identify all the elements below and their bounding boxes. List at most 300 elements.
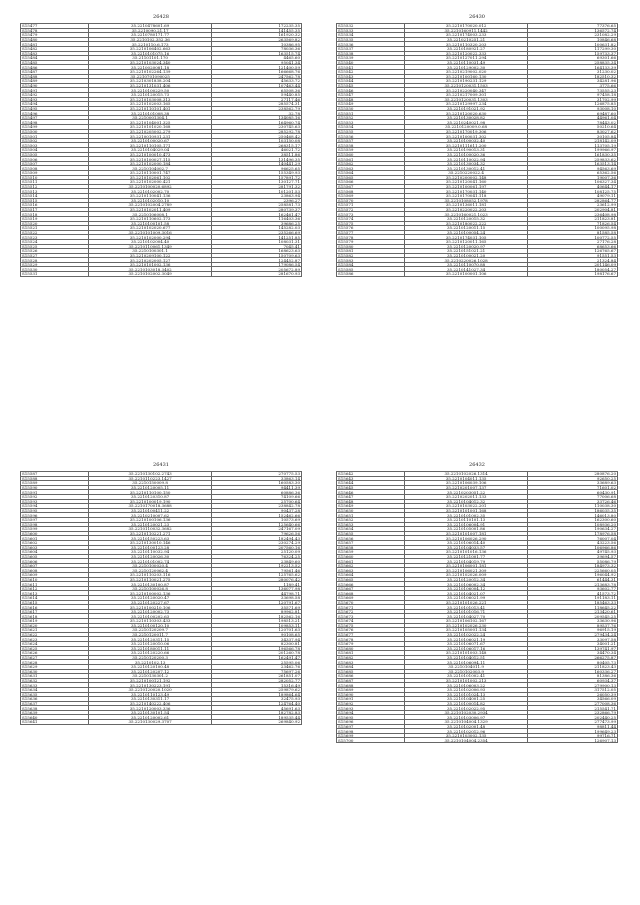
row-id-cell: S15662 xyxy=(337,563,405,568)
row-value-cell: 94563.69 xyxy=(527,166,617,171)
row-code-cell: 35.2210202005.127 xyxy=(89,258,212,263)
row-code-cell: 35.2210180921.27 xyxy=(405,46,528,51)
row-code-cell: 35.2210120002.73 xyxy=(89,609,212,614)
row-id-cell: S15509 xyxy=(21,171,89,176)
row-value-cell: 182510.32 xyxy=(527,74,617,79)
row-code-cell: 35.2210104001.325 xyxy=(89,120,212,125)
row-id-cell: S15547 xyxy=(337,92,405,97)
row-code-cell: 35.2210101008.38 xyxy=(89,111,212,116)
row-id-cell: S15588 xyxy=(21,476,89,481)
row-value-cell: 281791.32 xyxy=(211,184,301,189)
row-code-cell: 35.2210104012.51 xyxy=(405,655,528,660)
row-value-cell: 41573.72 xyxy=(527,591,617,596)
row-code-cell: 35.2210102000.294 xyxy=(89,235,212,240)
row-code-cell: 35.2210110.6.173 xyxy=(89,42,212,47)
row-value-cell: 247562.78 xyxy=(211,74,301,79)
row-id-cell: S15687 xyxy=(337,678,405,683)
row-code-cell: 35.2210104019.79 xyxy=(405,559,528,564)
row-id-cell: S15549 xyxy=(337,102,405,107)
row-id-cell: S15583 xyxy=(337,258,405,263)
row-code-cell: 35.2210160021.1023 xyxy=(405,212,528,217)
table-row xyxy=(21,720,302,725)
row-id-cell: S15538 xyxy=(337,51,405,56)
row-code-cell: 35.2210104027.70 xyxy=(405,614,528,619)
row-id-cell: S15611 xyxy=(21,582,89,587)
row-value-cell: 100631.82 xyxy=(527,42,617,47)
row-code-cell: 35.2210102001.48 xyxy=(405,724,528,729)
row-code-cell: 35.2210301838.204 xyxy=(89,79,212,84)
row-value-cell: 117299.30 xyxy=(527,46,617,51)
row-value-cell: 3775.66 xyxy=(527,83,617,88)
row-value-cell: 31702.99 xyxy=(527,97,617,102)
row-id-cell: S15556 xyxy=(337,134,405,139)
row-code-cell: 35.2210110001.747 xyxy=(89,171,212,176)
row-id-cell: S15530 xyxy=(21,267,89,272)
row-value-cell: 225660.05 xyxy=(527,568,617,573)
row-value-cell: 218142.09 xyxy=(527,138,617,143)
row-code-cell: 35.2210104033.57 xyxy=(405,545,528,550)
row-id-cell: S15593 xyxy=(21,499,89,504)
row-value-cell: 166668.76 xyxy=(211,69,301,74)
row-code-cell: 35.2210106102.167 xyxy=(405,619,528,624)
row-value-cell: 19007.36 xyxy=(527,175,617,180)
row-code-cell: 35.2210131031.406 xyxy=(89,83,212,88)
row-id-cell: S15481 xyxy=(21,42,89,47)
row-id-cell: S15576 xyxy=(337,226,405,231)
row-id-cell: S15606 xyxy=(21,559,89,564)
row-id-cell: S15561 xyxy=(337,157,405,162)
row-value-cell: 182494.43 xyxy=(211,536,301,541)
row-value-cell: 126875.85 xyxy=(527,102,617,107)
row-code-cell: 35.2210110303.433 xyxy=(89,619,212,624)
row-value-cell: 89537.76 xyxy=(527,623,617,628)
row-code-cell: 35.2210100120.10 xyxy=(89,623,212,628)
row-code-cell: 35.2210220022.203 xyxy=(405,207,528,212)
row-code-cell: 35.2210100101.58 xyxy=(89,221,212,226)
row-code-cell: 35.2210209100.122 xyxy=(89,253,212,258)
row-code-cell: 35.2210102004.40 xyxy=(89,239,212,244)
row-id-cell: S15680 xyxy=(337,646,405,651)
row-value-cell: 152462.66 xyxy=(211,513,301,518)
row-code-cell: 35.2210102010.10 xyxy=(89,198,212,203)
row-id-cell: S15649 xyxy=(337,504,405,509)
row-code-cell: 35.2210120020.97 xyxy=(405,244,528,249)
table-row xyxy=(337,272,618,277)
row-code-cell: 35.2210140222.406 xyxy=(89,701,212,706)
row-value-cell: 121400.59 xyxy=(211,65,301,70)
row-code-cell: 35.2210120020.1020 xyxy=(89,687,212,692)
row-code-cell: 35.2210103024.340 xyxy=(89,60,212,65)
row-code-cell: 35.2210100301.1 xyxy=(89,249,212,254)
row-code-cell: 35.2210110032.3682 xyxy=(89,527,212,532)
row-value-cell: 108125.75 xyxy=(527,189,617,194)
row-id-cell: S15648 xyxy=(337,499,405,504)
sheet-title: 26428 xyxy=(153,14,169,20)
data-table xyxy=(20,23,302,277)
row-id-cell: S15548 xyxy=(337,97,405,102)
row-id-cell: S15671 xyxy=(337,605,405,610)
row-code-cell: 35.2210136011.181 xyxy=(405,203,528,208)
row-id-cell: S15578 xyxy=(337,235,405,240)
row-value-cell: 33689.63 xyxy=(527,481,617,486)
row-code-cell: 35.2210120041.160 xyxy=(405,180,528,185)
row-id-cell: S15554 xyxy=(337,125,405,130)
row-id-cell: S15597 xyxy=(21,517,89,522)
row-id-cell: S15645 xyxy=(337,485,405,490)
row-value-cell: 172235.35 xyxy=(211,24,301,29)
row-id-cell: S15519 xyxy=(21,216,89,221)
row-id-cell: S15575 xyxy=(337,221,405,226)
row-value-cell: 44961.04 xyxy=(527,115,617,120)
row-code-cell: 35.2210191021.92 xyxy=(405,106,528,111)
row-id-cell: S15483 xyxy=(21,51,89,56)
row-code-cell: 35.2210110070.88 xyxy=(405,262,528,267)
row-id-cell: S15640 xyxy=(21,715,89,720)
row-code-cell: 35.2210110061.1349 xyxy=(89,244,212,249)
row-code-cell: 35.2210102022.24 xyxy=(405,632,528,637)
row-id-cell: S15493 xyxy=(21,97,89,102)
row-id-cell: S15567 xyxy=(337,184,405,189)
row-id-cell: S15522 xyxy=(21,230,89,235)
row-value-cell: 33698.58 xyxy=(211,596,301,601)
row-value-cell: 199966.97 xyxy=(527,148,617,153)
row-id-cell: S15616 xyxy=(21,605,89,610)
row-value-cell: 279900.13 xyxy=(527,683,617,688)
row-code-cell: 35.2210210007.62 xyxy=(89,513,212,518)
row-code-cell: 35.2210120209.7 xyxy=(89,628,212,633)
row-value-cell: 139741.97 xyxy=(527,646,617,651)
row-value-cell: 141455.35 xyxy=(211,28,301,33)
row-code-cell: 35.2210150223.63 xyxy=(89,536,212,541)
row-code-cell: 35.2210478601.69 xyxy=(89,24,212,29)
row-value-cell: 95041.34 xyxy=(211,60,301,65)
data-table xyxy=(336,23,618,277)
row-id-cell: S15537 xyxy=(337,46,405,51)
row-code-cell: 35.2210120310.87 xyxy=(89,494,212,499)
row-value-cell: 130127.71 xyxy=(211,180,301,185)
row-id-cell: S15604 xyxy=(21,550,89,555)
row-code-cell: 35.2210220040.347 xyxy=(405,88,528,93)
row-value-cell: 211823.43 xyxy=(527,664,617,669)
row-id-cell: S15514 xyxy=(21,193,89,198)
row-id-cell: S15510 xyxy=(21,175,89,180)
row-id-cell: S15494 xyxy=(21,102,89,107)
row-value-cell: 162461.47 xyxy=(211,212,301,217)
row-id-cell: S15577 xyxy=(337,230,405,235)
row-code-cell: 35.2210120011.165 xyxy=(405,239,528,244)
row-id-cell: S15632 xyxy=(21,678,89,683)
row-value-cell: 113705.19 xyxy=(527,143,617,148)
row-value-cell: 280739.37 xyxy=(211,207,301,212)
row-value-cell: 10386.95 xyxy=(211,42,301,47)
row-code-cell: 35.2210110101.13 xyxy=(405,517,528,522)
row-value-cell: 25595.06 xyxy=(211,660,301,665)
row-code-cell: 35.2210120005.11 xyxy=(89,485,212,490)
row-code-cell: 35.2210130101.54 xyxy=(89,710,212,715)
row-id-cell: S15527 xyxy=(21,253,89,258)
row-code-cell: 35.2210105001.86 xyxy=(405,527,528,532)
row-id-cell: S15572 xyxy=(337,207,405,212)
row-value-cell: 201146.09 xyxy=(527,262,617,267)
row-id-cell: S15495 xyxy=(21,106,89,111)
row-value-cell: 60934.37 xyxy=(527,678,617,683)
row-code-cell: 35.2210110602.173 xyxy=(89,216,212,221)
row-code-cell: 35.2210170020.012 xyxy=(405,24,528,29)
row-code-cell: 35.2210102.352.36 xyxy=(89,37,212,42)
row-code-cell: 35.2210101020.168 xyxy=(89,125,212,130)
row-code-cell: 35.2210108052.1978 xyxy=(405,198,528,203)
row-id-cell: S15521 xyxy=(21,226,89,231)
row-code-cell: 35.2210010931.231 xyxy=(89,134,212,139)
table-row xyxy=(21,272,302,277)
row-id-cell: S15619 xyxy=(21,619,89,624)
row-value-cell: 140441.29 xyxy=(211,161,301,166)
row-value-cell: 179086.54 xyxy=(211,262,301,267)
row-value-cell: 77376.65 xyxy=(527,24,617,29)
row-id-cell: S15695 xyxy=(337,715,405,720)
row-id-cell: S15488 xyxy=(21,74,89,79)
row-id-cell: S15529 xyxy=(21,262,89,267)
row-code-cell: 35.2210100061.197 xyxy=(405,184,528,189)
row-id-cell: S15666 xyxy=(337,582,405,587)
row-id-cell: S15490 xyxy=(21,83,89,88)
row-value-cell: 34566.09 xyxy=(527,697,617,702)
row-code-cell: 35.2210220022.4 xyxy=(405,171,528,176)
row-code-cell: 35.2210102003.9 xyxy=(405,669,528,674)
row-id-cell: S15610 xyxy=(21,577,89,582)
row-value-cell: 77006.68 xyxy=(527,494,617,499)
row-id-cell: S15533 xyxy=(337,28,405,33)
row-id-cell: S15508 xyxy=(21,166,89,171)
row-value-cell: 162491.47 xyxy=(211,655,301,660)
row-id-cell: S15596 xyxy=(21,513,89,518)
row-value-cell: 34281.96 xyxy=(527,79,617,84)
row-id-cell: S15504 xyxy=(21,148,89,153)
row-value-cell: 93008.10 xyxy=(527,106,617,111)
sheet-26431 xyxy=(20,462,302,725)
row-code-cell: 35.2210220026.1028 xyxy=(405,258,528,263)
row-value-cell: 21324.84 xyxy=(527,258,617,263)
row-id-cell: S15677 xyxy=(337,632,405,637)
row-value-cell: 157891.72 xyxy=(211,175,301,180)
row-code-cell: 35.2210100121.192 xyxy=(89,678,212,683)
row-value-cell: 120701.63 xyxy=(211,628,301,633)
row-id-cell: S15582 xyxy=(337,253,405,258)
row-id-cell: S15641 xyxy=(21,720,89,725)
row-value-cell: 44798.71 xyxy=(211,591,301,596)
row-id-cell: S15689 xyxy=(337,687,405,692)
row-code-cell: 35.2210120062.4 xyxy=(89,568,212,573)
row-id-cell: S15587 xyxy=(21,472,89,477)
row-code-cell: 35.2210102264.139 xyxy=(89,69,212,74)
row-value-cell: 124452.87 xyxy=(211,258,301,263)
row-code-cell: 35.2210104011.135 xyxy=(405,476,528,481)
row-value-cell: 247167.09 xyxy=(211,527,301,532)
row-id-cell: S15540 xyxy=(337,60,405,65)
row-value-cell: 60886.36 xyxy=(211,490,301,495)
row-code-cell: 35.2210110021.275 xyxy=(89,577,212,582)
row-value-cell: 31230.02 xyxy=(527,69,617,74)
sheet-title: 26431 xyxy=(153,462,169,468)
row-code-cell: 35.2210120031.1303 xyxy=(405,97,528,102)
row-code-cell: 35.2210101024.13 xyxy=(405,692,528,697)
row-id-cell: S15674 xyxy=(337,619,405,624)
row-id-cell: S15553 xyxy=(337,120,405,125)
row-id-cell: S15492 xyxy=(21,92,89,97)
row-code-cell: 35.2210170041.118 xyxy=(405,193,528,198)
row-id-cell: S15573 xyxy=(337,212,405,217)
row-value-cell: 184973.32 xyxy=(527,563,617,568)
row-value-cell: 136572.74 xyxy=(527,28,617,33)
row-id-cell: S15598 xyxy=(21,522,89,527)
row-code-cell: 35.2210020081.18 xyxy=(89,65,212,70)
row-code-cell: 35.2210104004.2354 xyxy=(405,738,528,743)
row-value-cell: 108936.20 xyxy=(527,522,617,527)
row-value-cell: 27176.28 xyxy=(527,239,617,244)
row-value-cell: 33863.14 xyxy=(211,476,301,481)
row-id-cell: S15675 xyxy=(337,623,405,628)
row-code-cell: 35.2210103006.97 xyxy=(405,715,528,720)
row-id-cell: S15484 xyxy=(21,56,89,61)
row-value-cell: 98811.44 xyxy=(527,724,617,729)
row-id-cell: S15562 xyxy=(337,161,405,166)
row-code-cell: 35.2210160911.1442 xyxy=(405,28,528,33)
row-code-cell: 35.2210170019.306 xyxy=(405,129,528,134)
row-value-cell: 33726.46 xyxy=(527,499,617,504)
row-value-cell: 101201.53 xyxy=(211,189,301,194)
row-code-cell: 35.2210101016.136 xyxy=(405,550,528,555)
row-id-cell: S15585 xyxy=(337,267,405,272)
row-id-cell: S15523 xyxy=(21,235,89,240)
row-id-cell: S15623 xyxy=(21,637,89,642)
row-code-cell: 35.2210100020.67 xyxy=(89,138,212,143)
row-id-cell: S15667 xyxy=(337,586,405,591)
row-value-cell: 190634.27 xyxy=(527,527,617,532)
row-id-cell: S15525 xyxy=(21,244,89,249)
row-id-cell: S15664 xyxy=(337,573,405,578)
row-value-cell: 7045.41 xyxy=(211,244,301,249)
row-code-cell: 35.2210110032.94 xyxy=(89,550,212,555)
row-value-cell: 23462.76 xyxy=(211,664,301,669)
row-code-cell: 35.2210100020.4 xyxy=(89,563,212,568)
row-code-cell: 35.2210210251.21 xyxy=(405,37,528,42)
row-value-cell: 45691.63 xyxy=(211,706,301,711)
row-id-cell: S15581 xyxy=(337,249,405,254)
row-value-cell: 215541.71 xyxy=(527,706,617,711)
row-value-cell: 238842.78 xyxy=(211,504,301,509)
row-value-cell: 205672.89 xyxy=(211,267,301,272)
row-code-cell: 35.2210101002.213 xyxy=(405,678,528,683)
row-id-cell: S15688 xyxy=(337,683,405,688)
row-value-cell: 164133.39 xyxy=(527,65,617,70)
row-id-cell: S15503 xyxy=(21,143,89,148)
row-code-cell: 35.2210100019.190 xyxy=(89,499,212,504)
row-id-cell: S15694 xyxy=(337,710,405,715)
row-value-cell: 45633.72 xyxy=(211,79,301,84)
row-value-cell: 161830.35 xyxy=(527,152,617,157)
row-code-cell: 35.2210104004.1329 xyxy=(405,720,528,725)
row-id-cell: S15643 xyxy=(337,476,405,481)
row-id-cell: S15552 xyxy=(337,115,405,120)
row-value-cell: 168623.63 xyxy=(211,249,301,254)
row-id-cell: S15542 xyxy=(337,69,405,74)
row-code-cell: 35.2210100014.82 xyxy=(405,701,528,706)
row-id-cell: S15646 xyxy=(337,490,405,495)
row-id-cell: S15629 xyxy=(21,664,89,669)
row-id-cell: S15679 xyxy=(337,641,405,646)
row-value-cell: 83027.62 xyxy=(527,129,617,134)
row-value-cell: 213420.61 xyxy=(527,609,617,614)
row-value-cell: 61444.31 xyxy=(527,577,617,582)
row-code-cell: 35.2210110105.171 xyxy=(89,143,212,148)
row-value-cell: 39694.57 xyxy=(527,554,617,559)
row-code-cell: 35.2210100021.20 xyxy=(405,253,528,258)
row-id-cell: S15697 xyxy=(337,724,405,729)
row-id-cell: S15568 xyxy=(337,189,405,194)
row-code-cell: 35.2210130028.82 xyxy=(405,115,528,120)
row-value-cell: 15316.49 xyxy=(211,683,301,688)
row-id-cell: S15600 xyxy=(21,531,89,536)
row-code-cell: 35.2210130301.2 xyxy=(89,674,212,679)
row-id-cell: S15507 xyxy=(21,161,89,166)
row-id-cell: S15636 xyxy=(21,697,89,702)
row-id-cell: S15563 xyxy=(337,166,405,171)
row-value-cell: 76007.04 xyxy=(527,536,617,541)
row-code-cell: 35.2210151021.21 xyxy=(405,249,528,254)
row-value-cell: 236408.98 xyxy=(527,212,617,217)
row-id-cell: S15555 xyxy=(337,129,405,134)
row-id-cell: S15665 xyxy=(337,577,405,582)
row-value-cell: 207560.16 xyxy=(211,545,301,550)
row-id-cell: S15520 xyxy=(21,221,89,226)
row-code-cell: 35.2210106021.309 xyxy=(405,568,528,573)
row-id-cell: S15482 xyxy=(21,46,89,51)
row-id-cell: S15559 xyxy=(337,148,405,153)
row-id-cell: S15515 xyxy=(21,198,89,203)
row-value-cell: 280876.20 xyxy=(527,472,617,477)
row-id-cell: S15545 xyxy=(337,83,405,88)
row-value-cell: 80405.73 xyxy=(527,660,617,665)
row-id-cell: S15617 xyxy=(21,609,89,614)
row-code-cell: 35.2210102026.230 xyxy=(405,623,528,628)
row-value-cell: 235266.69 xyxy=(211,230,301,235)
row-code-cell: 35.2210110100.150 xyxy=(89,490,212,495)
row-id-cell: S15558 xyxy=(337,143,405,148)
row-value-cell: 60430.91 xyxy=(527,490,617,495)
row-code-cell: 35.2210100032.40 xyxy=(405,138,528,143)
row-id-cell: S15579 xyxy=(337,239,405,244)
row-code-cell: 35.2210102026.009 xyxy=(405,573,528,578)
row-code-cell: 35.2210129997.234 xyxy=(405,102,528,107)
row-value-cell: 30105.84 xyxy=(527,134,617,139)
row-value-cell: 230745.63 xyxy=(211,125,301,130)
row-value-cell: 199649.23 xyxy=(527,729,617,734)
row-code-cell: 35.2210130100.87 xyxy=(89,582,212,587)
row-code-cell: 35.2210102020.677 xyxy=(89,226,212,231)
row-value-cell: 266275.87 xyxy=(527,655,617,660)
row-id-cell: S15652 xyxy=(337,517,405,522)
row-id-cell: S15668 xyxy=(337,591,405,596)
row-code-cell: 35.2210110041.136 xyxy=(89,193,212,198)
row-code-cell: 35.2210180011.11 xyxy=(89,646,212,651)
row-code-cell: 35.2210120011.15 xyxy=(405,226,528,231)
row-code-cell: 35.2210104001.25 xyxy=(405,697,528,702)
row-code-cell: 35.2210701090025 xyxy=(89,74,212,79)
row-id-cell: S15550 xyxy=(337,106,405,111)
row-code-cell: 35.2210106021.19 xyxy=(405,637,528,642)
row-id-cell: S15595 xyxy=(21,508,89,513)
row-value-cell: 71826.54 xyxy=(527,221,617,226)
